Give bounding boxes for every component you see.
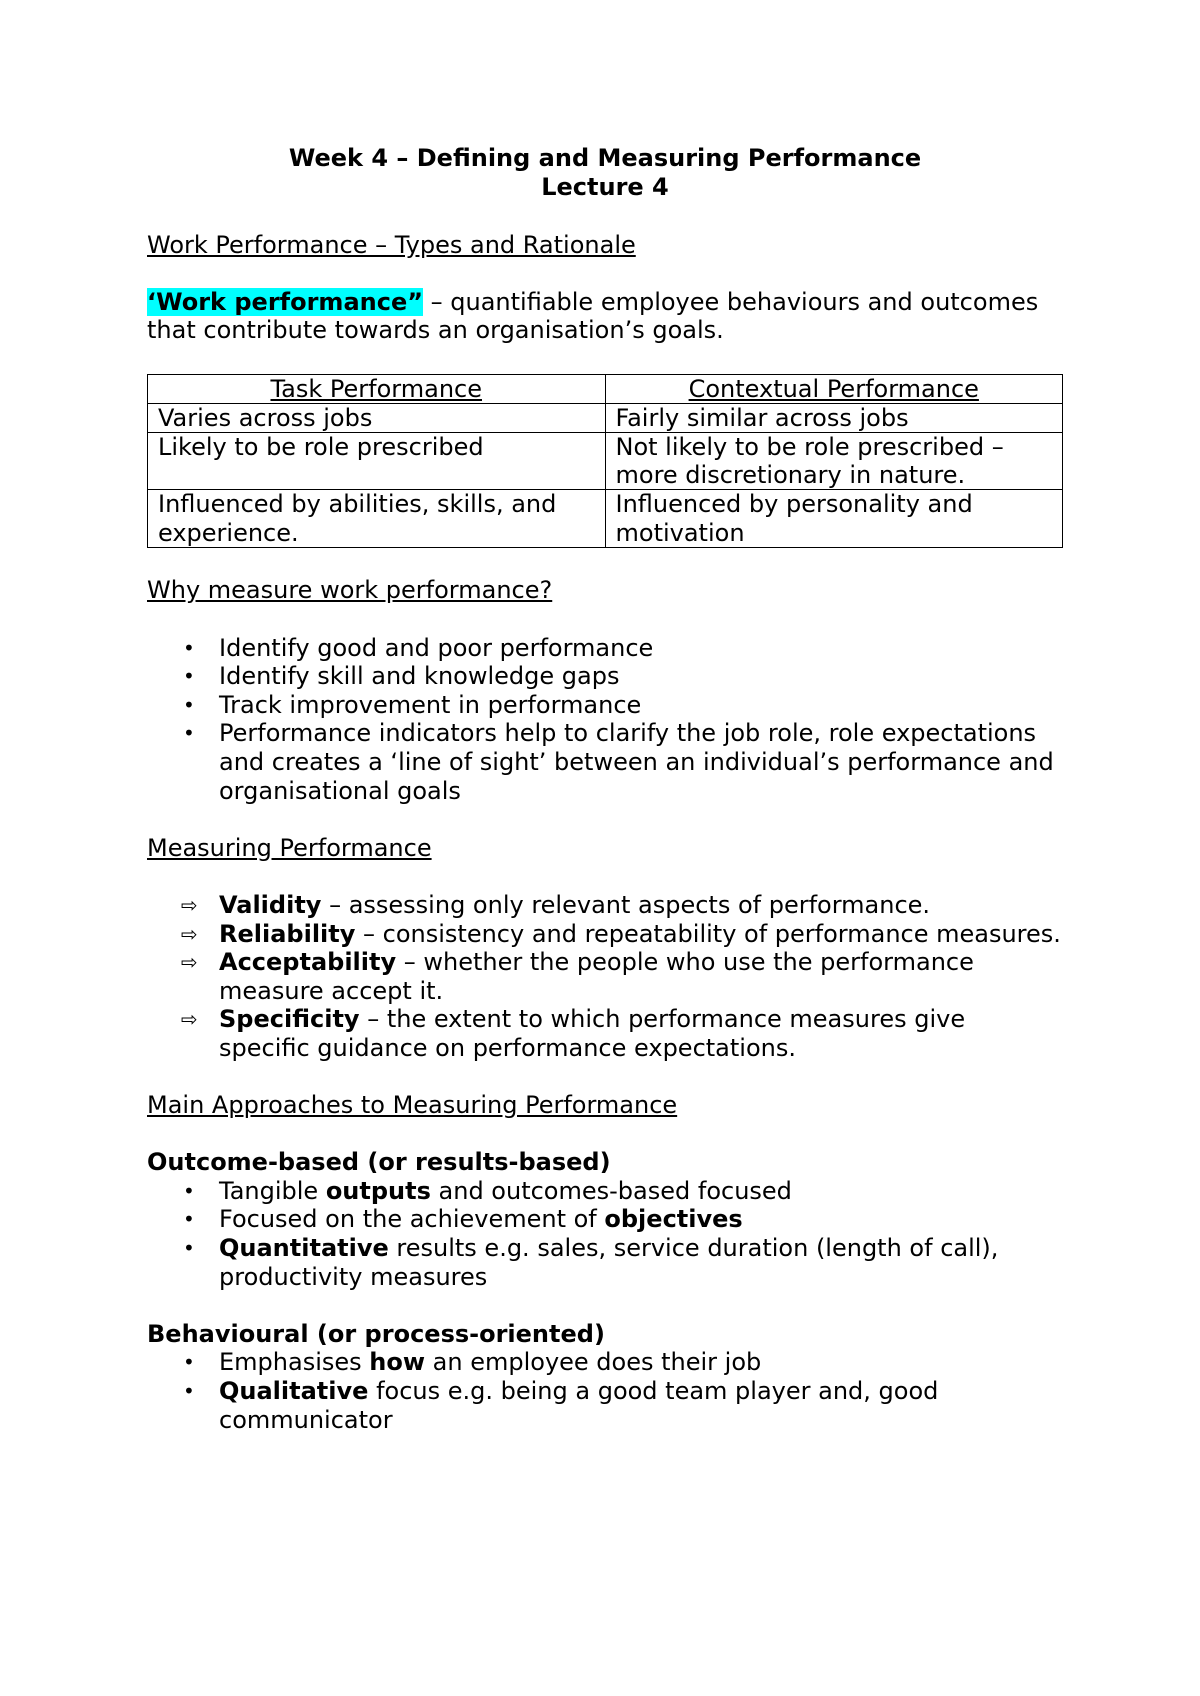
list-item: ⇨ Acceptability – whether the people who use the performance measure accept it. [181,948,974,1005]
arrow-icon: ⇨ [181,892,198,917]
list-item: • Track improvement in performance [183,690,642,719]
work-performance-definition [147,288,1063,345]
list-item: ⇨ Validity – assessing only relevant aspects of performance. [181,890,931,919]
bullet-icon: • [183,1207,195,1232]
list-item: • Tangible outputs and outcomes-based focused [183,1176,792,1205]
section-heading-why-measure: Why measure work performance? [147,576,553,605]
table-row [148,403,1063,432]
document-page [147,144,1063,1434]
performance-comparison-table [147,374,1063,548]
table-cell: Likely to be role prescribed [148,432,606,489]
table-header-row [148,374,1063,403]
table-header-contextual: Contextual Performance [605,374,1063,403]
arrow-icon: ⇨ [181,1007,198,1032]
list-item: • Quantitative results e.g. sales, service duration (length of call), productivity measures [183,1234,999,1291]
arrow-icon: ⇨ [181,950,198,975]
list-item: ⇨ Specificity – the extent to which performance measures give specific guidance on performance expectations. [181,1005,966,1062]
behavioural-list [147,1348,1063,1434]
bullet-icon: • [183,1236,195,1261]
subheading-outcome-based: Outcome-based (or results-based) [147,1148,611,1177]
bullet-icon: • [183,635,195,660]
section-heading-measuring-performance: Measuring Performance [147,833,432,862]
bullet-icon: • [183,692,195,717]
list-item: • Focused on the achievement of objectives [183,1205,743,1234]
list-item: • Emphasises how an employee does their job [183,1348,762,1377]
subheading-behavioural: Behavioural (or process-oriented) [147,1319,605,1348]
bullet-icon: • [183,1178,195,1203]
definition-term: ‘Work performance” [147,287,423,316]
table-cell: Influenced by personality and motivation [605,490,1063,547]
list-item: • Performance indicators help to clarify the job role, role expectations and creates a ‘line of sight’ between an individual’s performance and organisational goals [183,719,1054,805]
table-cell: Influenced by abilities, skills, and experience. [148,490,606,547]
list-item: • Qualitative focus e.g. being a good team player and, good communicator [183,1377,939,1434]
list-item: ⇨ Reliability – consistency and repeatability of performance measures. [181,919,1061,948]
list-item: • Identify good and poor performance [183,633,654,662]
bullet-icon: • [183,1379,195,1403]
outcome-based-list [147,1177,1063,1291]
table-header-task: Task Performance [148,374,606,403]
bullet-icon: • [183,1350,195,1375]
arrow-icon: ⇨ [181,921,198,946]
table-cell: Not likely to be role prescribed – more discretionary in nature. [605,432,1063,489]
definition-text: – quantifiable employee behaviours and outcomes that contribute towards an organisation’s goals. [147,287,1039,345]
document-title [147,144,1063,202]
bullet-icon: • [183,721,195,746]
title-line-2: Lecture 4 [541,173,669,201]
table-row [148,490,1063,547]
table-cell: Varies across jobs [148,403,606,432]
section-heading-main-approaches: Main Approaches to Measuring Performance [147,1091,678,1120]
title-line-1: Week 4 – Defining and Measuring Performance [288,144,922,172]
bullet-icon: • [183,664,195,689]
table-cell: Fairly similar across jobs [605,403,1063,432]
list-item: • Identify skill and knowledge gaps [183,662,620,691]
section-heading-work-performance: Work Performance – Types and Rationale [147,230,636,259]
measuring-criteria-list [147,891,1063,1063]
table-row [148,432,1063,489]
why-measure-list [147,634,1063,806]
